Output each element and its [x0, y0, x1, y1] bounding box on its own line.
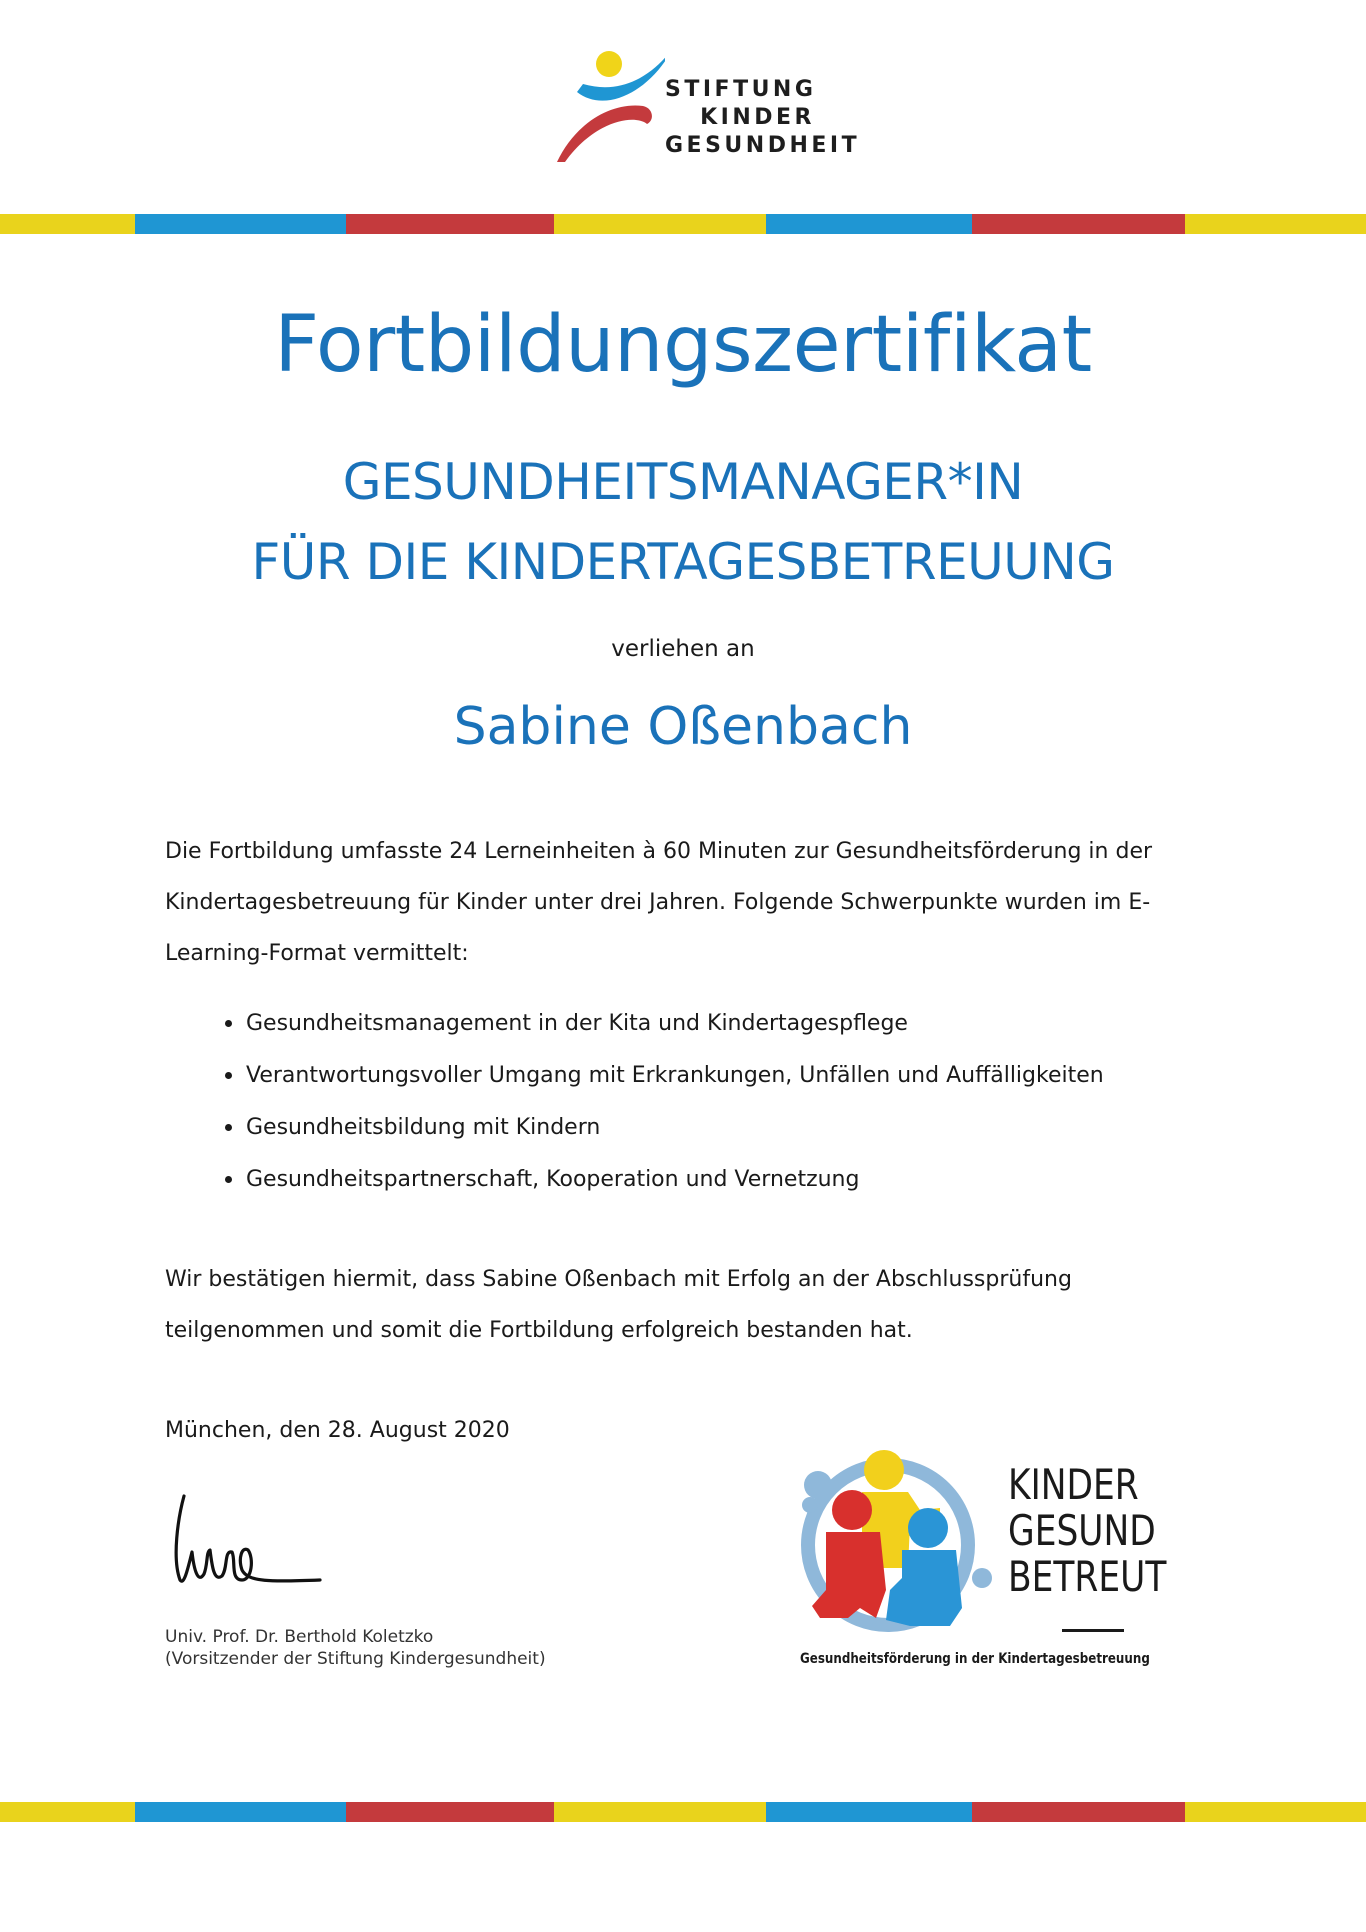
program-wordmark: [1008, 1462, 1166, 1600]
topic-item: Gesundheitspartnerschaft, Kooperation und Vernetzung: [225, 1159, 1225, 1211]
foundation-line-2: KINDER: [700, 105, 815, 130]
foundation-line-1: STIFTUNG: [665, 77, 817, 102]
awarded-to-label: verliehen an: [611, 636, 755, 662]
foundation-logo: [555, 44, 861, 166]
program-word-2: GESUND: [1008, 1506, 1156, 1555]
signer-name: Univ. Prof. Dr. Berthold Koletzko: [165, 1627, 434, 1647]
program-caption: Gesundheitsförderung in der Kindertagesbetreuung: [800, 1651, 1150, 1667]
signature-icon: [170, 1488, 330, 1598]
program-word-3: BETREUT: [1008, 1552, 1167, 1601]
topic-item: Gesundheitsmanagement in der Kita und Kindertagespflege: [225, 1003, 1225, 1055]
course-description: Die Fortbildung umfasste 24 Lerneinheiten à 60 Minuten zur Gesundheitsförderung in der Kindertagesbetreuung für Kinder unter drei Jahren. Folgende Schwerpunkte wurden im E-Learning-Format vermittelt:: [165, 839, 1153, 966]
topic-item: Verantwortungsvoller Umgang mit Erkrankungen, Unfällen und Auffälligkeiten: [225, 1055, 1225, 1107]
program-logo: [790, 1440, 1167, 1680]
program-logo-underline: [1062, 1629, 1124, 1632]
topic-item: Gesundheitsbildung mit Kindern: [225, 1107, 1225, 1159]
color-stripe-top: [0, 214, 1366, 234]
signer-role: (Vorsitzender der Stiftung Kindergesundheit): [165, 1649, 546, 1669]
signer-block: [165, 1626, 546, 1670]
foundation-line-3: GESUNDHEIT: [665, 133, 861, 158]
place-and-date: München, den 28. August 2020: [165, 1418, 510, 1443]
certificate-title: Fortbildungszertifikat: [274, 300, 1092, 390]
course-title-line-1: GESUNDHEITSMANAGER*IN: [342, 453, 1024, 511]
confirmation-text: Wir bestätigen hiermit, dass Sabine Oßenbach mit Erfolg an der Abschlussprüfung teilgenommen und somit die Fortbildung erfolgreich bestanden hat.: [165, 1267, 1072, 1343]
program-word-1: KINDER: [1008, 1460, 1139, 1509]
foundation-wordmark: [665, 76, 861, 160]
foundation-emblem-icon: [555, 44, 665, 166]
color-stripe-bottom: [0, 1802, 1366, 1822]
children-group-icon: [790, 1440, 1010, 1650]
course-title-line-2: FÜR DIE KINDERTAGESBETREUUNG: [251, 533, 1115, 591]
recipient-name: Sabine Oßenbach: [453, 697, 913, 757]
topic-list: [225, 1003, 1225, 1211]
